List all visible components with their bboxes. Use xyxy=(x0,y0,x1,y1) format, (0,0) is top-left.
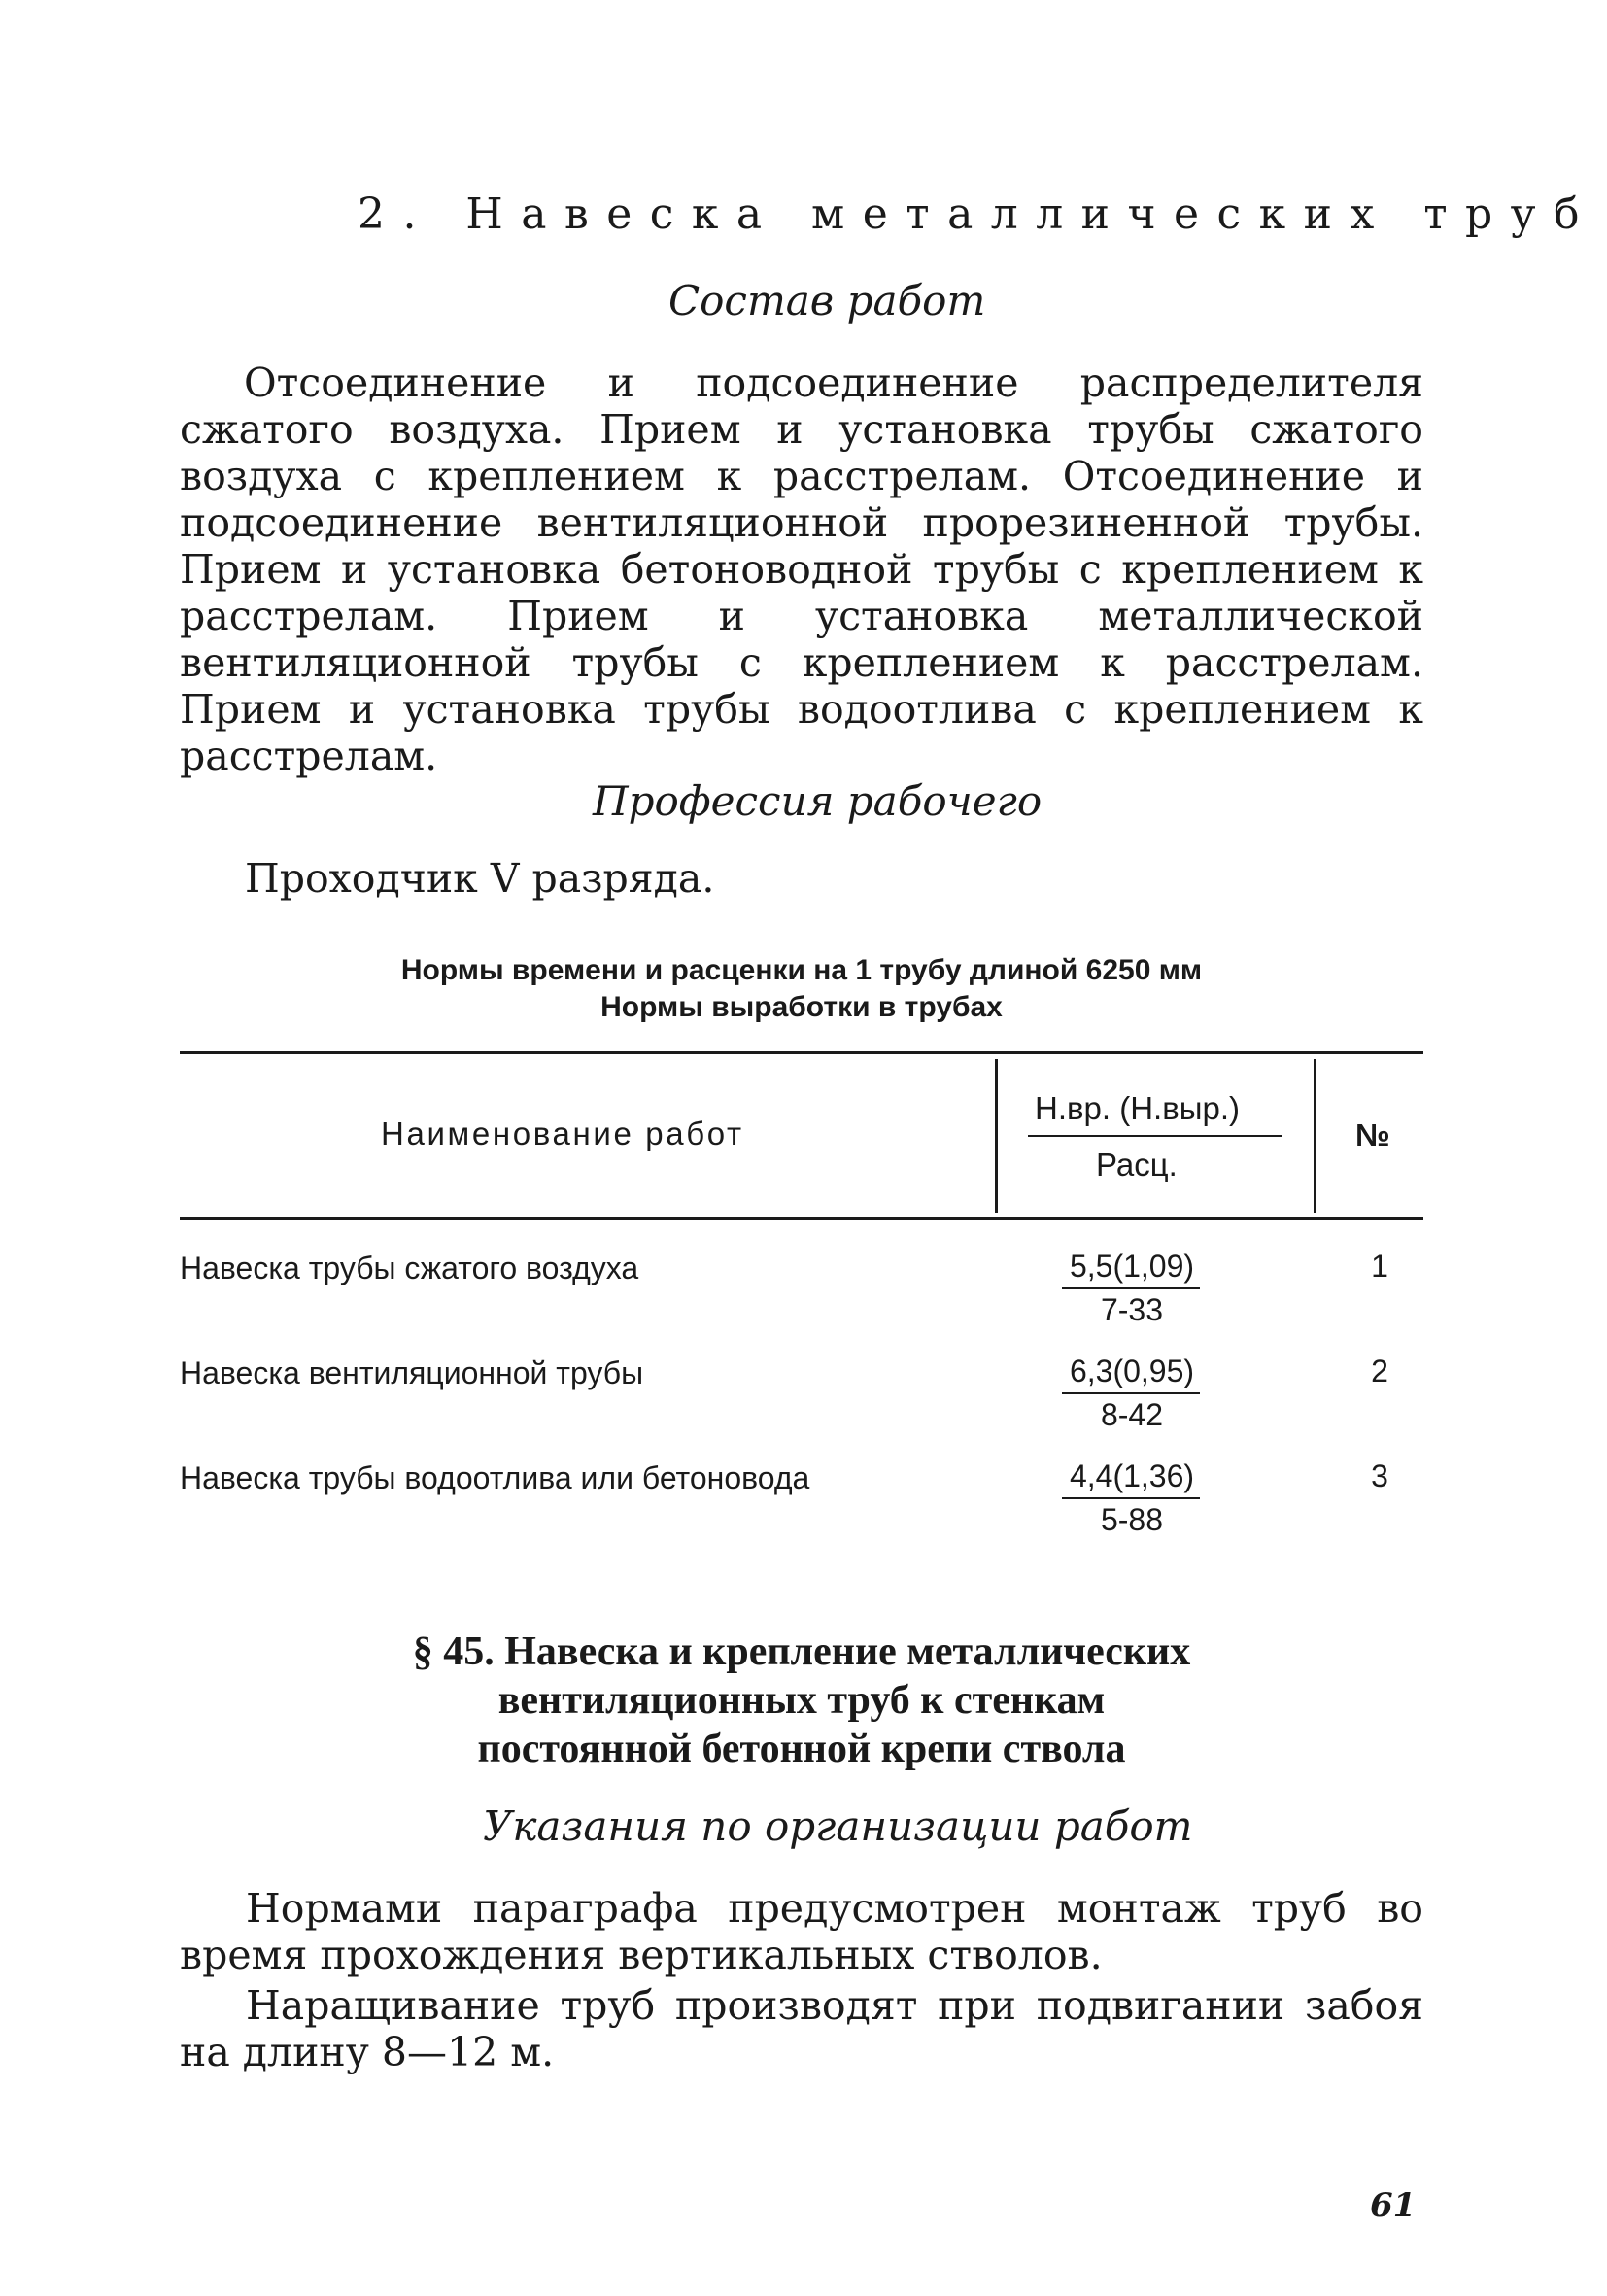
table-row-1-norm: 5,5(1,09) xyxy=(1069,1249,1195,1284)
header-divider-left xyxy=(995,1059,998,1213)
table-top-rule xyxy=(180,1051,1423,1054)
header-rate: Расц. xyxy=(1096,1147,1178,1182)
table-row-2-fraction-line xyxy=(1062,1392,1200,1394)
paragraph-title-line2: вентиляционных труб к стенкам xyxy=(497,1678,1106,1723)
organization-text-2: Наращивание труб производят при подвигании забоя на длину 8—12 м. xyxy=(180,1982,1423,2075)
table-caption-line2: Нормы выработки в трубах xyxy=(600,991,1003,1023)
section-title: 2. Навеска металлических труб xyxy=(358,189,1598,239)
table-header-rule xyxy=(180,1217,1423,1220)
profession-text: Проходчик V разряда. xyxy=(245,855,715,902)
table-row-1-rate: 7-33 xyxy=(1100,1292,1164,1327)
table-row-1-fraction-line xyxy=(1062,1287,1200,1289)
work-composition-text: Отсоединение и подсоединение распределителя сжатого воздуха. Прием и установка трубы сжатого воздуха с креплением к расстрелам. Отсоединение и подсоединение вентиляционной прорезиненной трубы. Прием и установка бетоноводной трубы с креплением к расстрелам. Прием и установка металлической вентиляционной трубы с креплением к расстрелам. Прием и установка трубы водоотлива с креплением к расстрелам. xyxy=(180,360,1423,779)
paragraph-title-line3: постоянной бетонной крепи ствола xyxy=(477,1727,1126,1771)
header-divider-right xyxy=(1314,1059,1316,1213)
header-norm: Н.вр. (Н.выр.) xyxy=(1035,1090,1240,1126)
table-row-2-number: 2 xyxy=(1371,1354,1388,1388)
table-caption-line1: Нормы времени и расценки на 1 трубу длиной 6250 мм xyxy=(400,954,1203,986)
header-number: № xyxy=(1355,1117,1390,1152)
table-row-3-rate: 5-88 xyxy=(1100,1502,1164,1537)
table-row-3-norm: 4,4(1,36) xyxy=(1069,1458,1195,1493)
paragraph-title-line1: § 45. Навеска и крепление металлических xyxy=(412,1629,1191,1674)
work-composition-heading: Состав работ xyxy=(668,277,986,325)
table-row-3-fraction-line xyxy=(1062,1497,1200,1499)
table-row-3-number: 3 xyxy=(1371,1458,1388,1493)
header-fraction-line xyxy=(1028,1135,1282,1137)
table-row-1-number: 1 xyxy=(1371,1249,1388,1284)
table-row-3-name: Навеска трубы водоотлива или бетоновода xyxy=(180,1460,810,1495)
table-row-2-norm: 6,3(0,95) xyxy=(1069,1354,1195,1388)
organization-heading: Указания по организации работ xyxy=(483,1802,1193,1850)
table-row-2-name: Навеска вентиляционной трубы xyxy=(180,1355,644,1390)
header-work-name: Наименование работ xyxy=(381,1115,744,1151)
table-row-2-rate: 8-42 xyxy=(1100,1397,1164,1432)
table-row-1-name: Навеска трубы сжатого воздуха xyxy=(180,1251,639,1285)
profession-heading: Профессия рабочего xyxy=(593,777,1043,825)
page-number: 61 xyxy=(1370,2186,1417,2225)
organization-text-1: Нормами параграфа предусмотрен монтаж труб во время прохождения вертикальных стволов. xyxy=(180,1885,1423,1978)
